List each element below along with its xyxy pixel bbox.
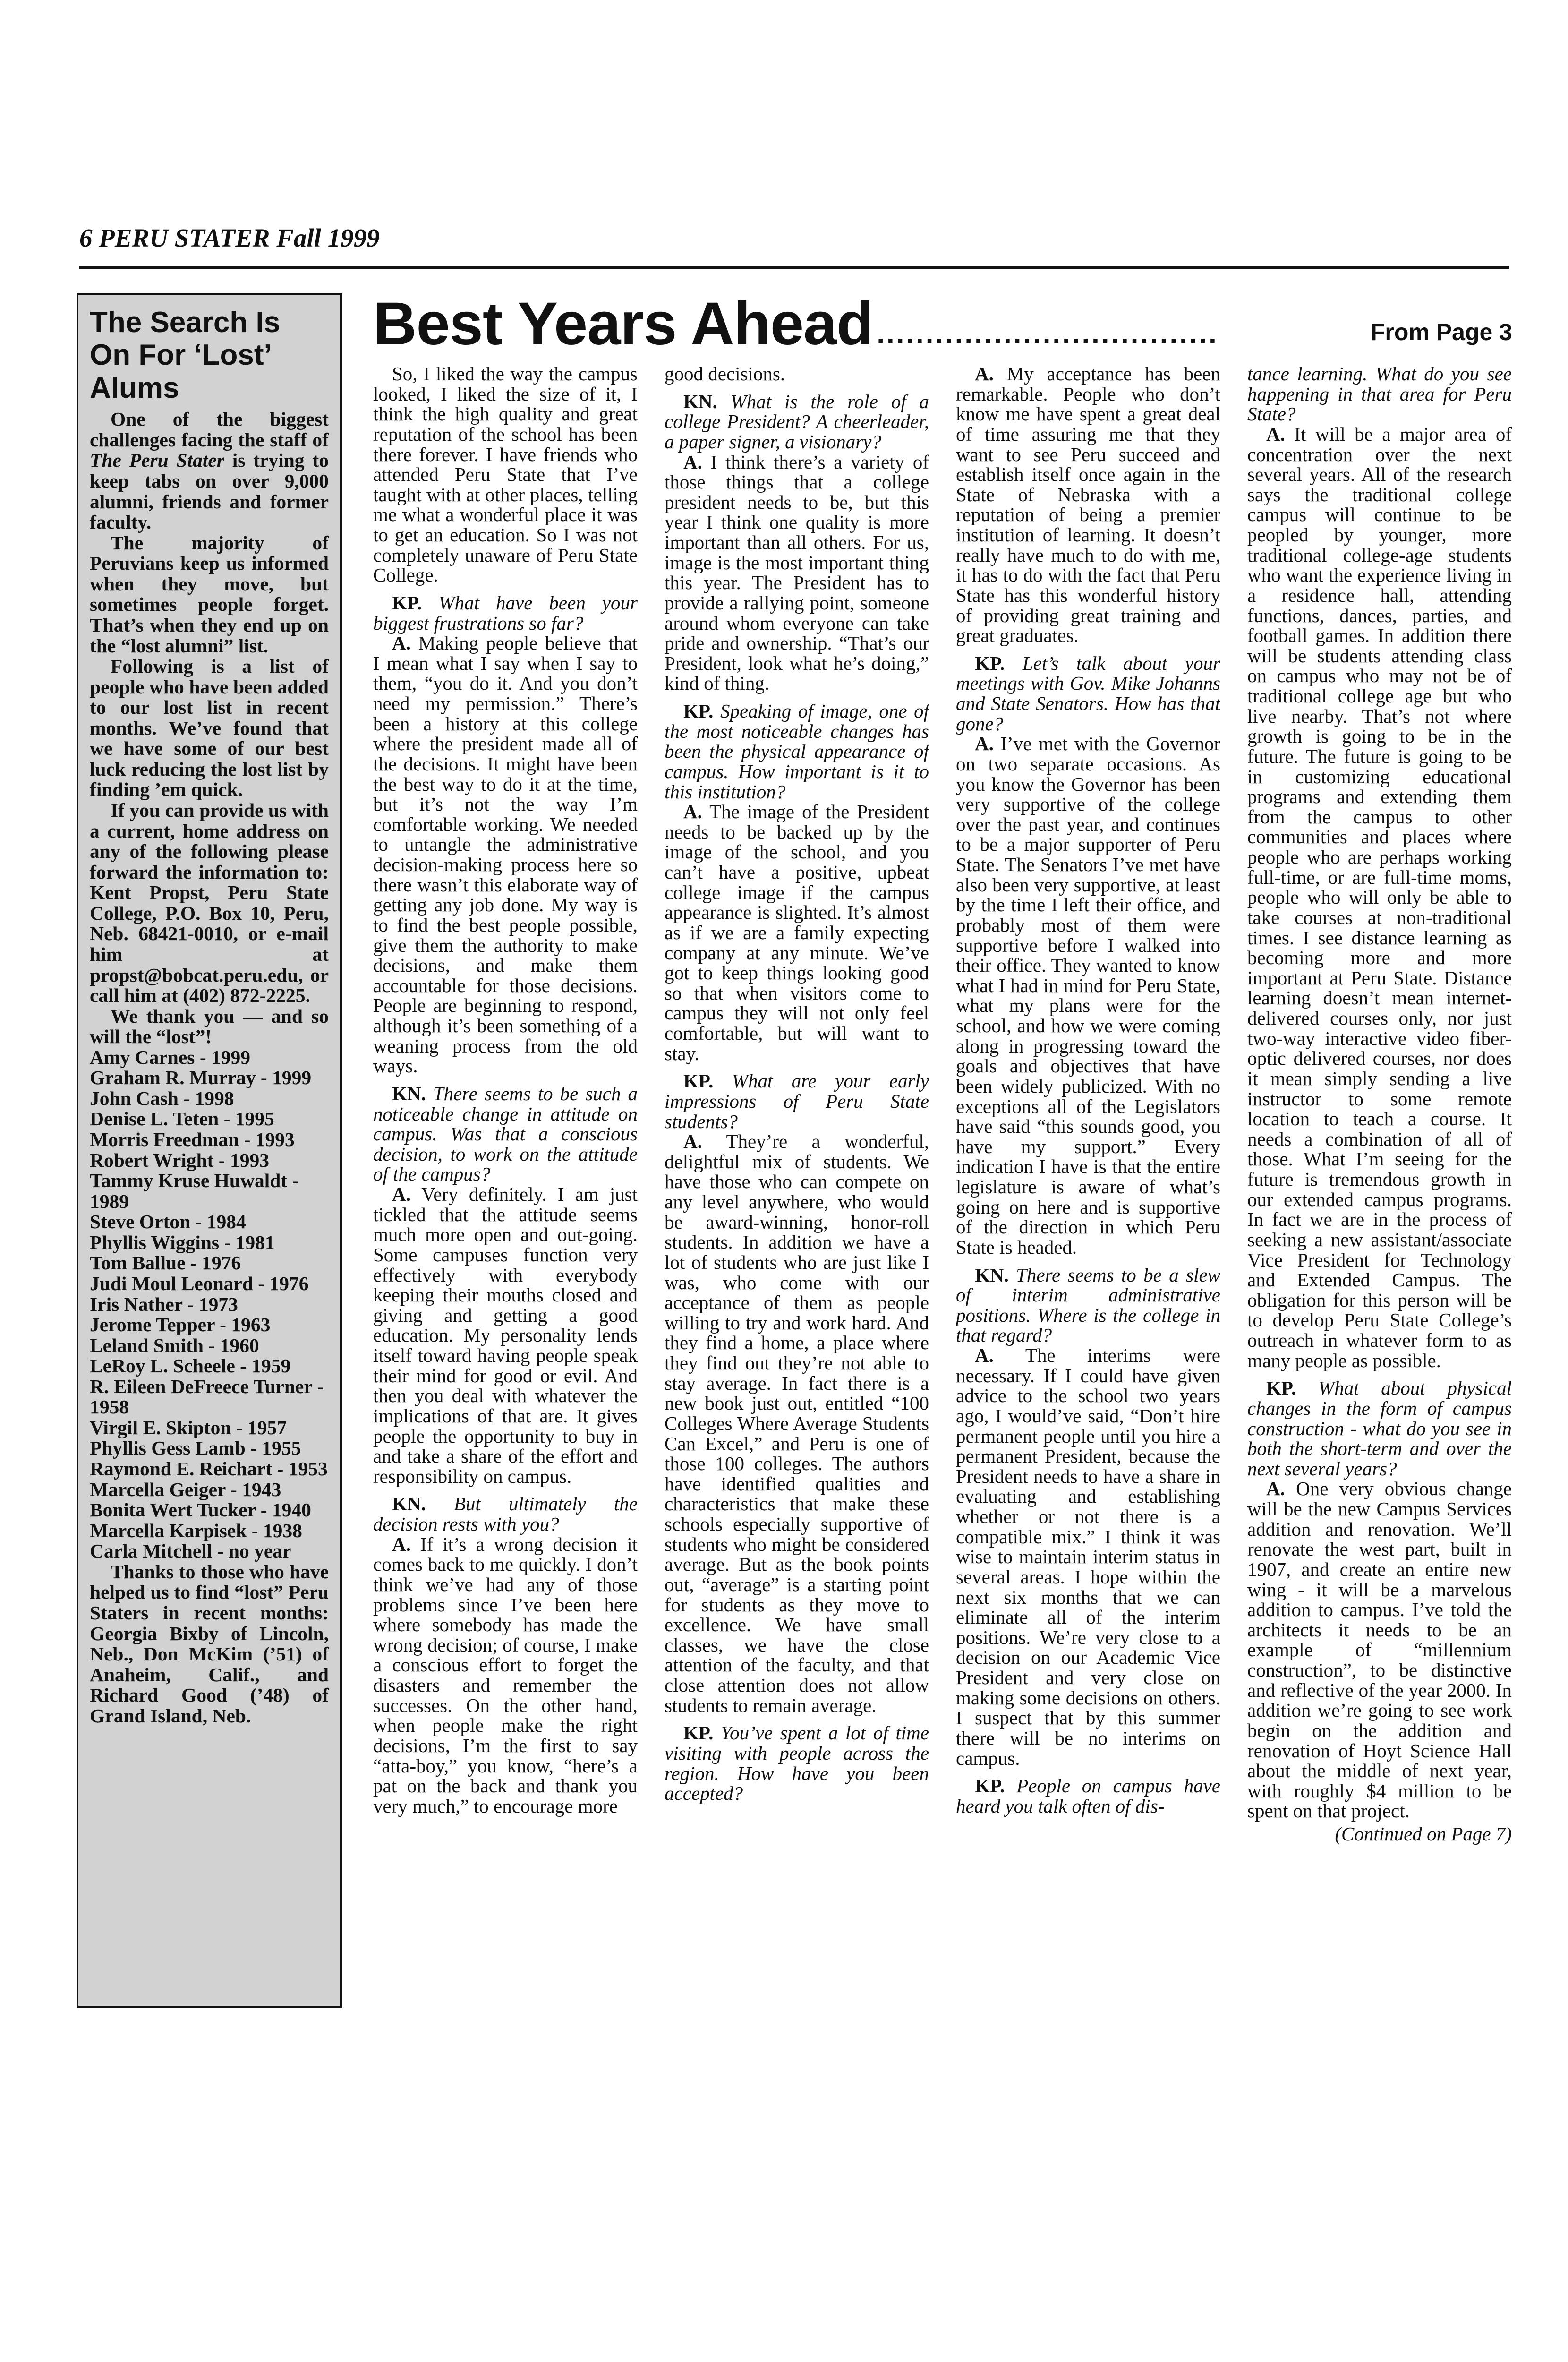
speaker: KN.	[683, 390, 717, 412]
question-text: There seems to be a slew of interim administrative positions. Where is the college in that regard?	[956, 1264, 1220, 1346]
answer	[1247, 1479, 1512, 1821]
speaker: KP.	[975, 652, 1005, 674]
question-text: What about physical changes in the form of campus construction - what do you see in both the short-term and over the next several years?	[1247, 1377, 1512, 1480]
sidebar-paragraph: Following is a list of people who have been added to our lost list in recent months. We’ve found that we have some of our best luck reducing the lost list by finding ’em quick.	[90, 655, 329, 801]
sidebar-closing: Thanks to those who have helped us to find “lost” Peru Staters in recent months: Georgia Bixby of Lincoln, Neb., Don McKim (’51) of Anaheim, Calif., and Richard Good (’48) of Grand Island, Neb.	[90, 1560, 329, 1727]
lost-alum-entry: Phyllis Gess Lamb - 1955	[90, 1437, 301, 1459]
speaker: A.	[1266, 1478, 1285, 1500]
lost-alum-entry: Carla Mitchell - no year	[90, 1540, 291, 1562]
question-text: What have been your biggest frustrations so far?	[373, 591, 638, 634]
question	[665, 1071, 929, 1131]
answer	[373, 633, 638, 1076]
lost-alum-entry: Virgil E. Skipton - 1957	[90, 1416, 287, 1438]
answer	[1247, 424, 1512, 1370]
sidebar-title: The Search Is On For ‘Lost’ Alums	[90, 306, 281, 404]
speaker: KP.	[683, 700, 714, 722]
answer-text: My acceptance has been remarkable. People who don’t know me have spent a great deal of time assuring me that they want to see Peru succeed and establish itself once again in the State of Nebraska with a reputation of being a premier institution of learning. It doesn’t really have much to do with me, it has to do with the fact that Peru State has this wonderful history of providing great training and great graduates.	[956, 364, 1220, 647]
lost-alum-entry: Amy Carnes - 1999	[90, 1046, 251, 1068]
sidebar-intro-paragraph	[90, 409, 329, 532]
speaker: KP.	[683, 1070, 714, 1092]
speaker: A.	[975, 1344, 994, 1366]
answer-text: Making people believe that I mean what I say when I say to them, “you do it. And you don’t need my permission.” There’s been a history at this college where the president made all of the decisions. It might have been the best way to do it at the time, but it’s not the way I’m comfortable working. We needed to untangle the administrative decision-making process here so there wasn’t this elaborate way of getting any job done. My way is to find the best people possible, give them the authority to make decisions, and make them accountable for those decisions. People are beginning to respond, although it’s been something of a weaning process from the old ways.	[373, 632, 638, 1077]
answer-text: I think there’s a variety of those things that a college president needs to be, but this year I think one quality is more important than all others. For us, image is the most important thing this year. The President has to provide a rallying point, someone around whom everyone can take pride and ownership. “That’s our President, look what he’s doing,” kind of thing.	[665, 451, 929, 694]
speaker: A.	[392, 1183, 411, 1205]
question-text: People on campus have heard you talk often of dis-	[956, 1775, 1220, 1817]
answer-text: They’re a wonderful, delightful mix of students. We have those who can compete on any level anywhere, who would be award-winning, honor-roll students. In addition we have a lot of students who are just like I was, who come with our acceptance of them as people willing to try and work hard. And they find a home, a place where they find out they’re not able to stay average. In fact there is a new book just out, entitled “100 Colleges Where Average Students Can Excel,” and Peru is one of those 100 colleges. The authors have identified qualities and characteristics that make these schools especially supportive of students who might be considered average. But as the book points out, “average” is a starting point for students as they move to excellence. We have small classes, we have the close attention of the faculty, and that close attention does not allow students to remain average.	[665, 1130, 929, 1716]
answer	[956, 1345, 1220, 1768]
lost-alum-entry: Judi Moul Leonard - 1976	[90, 1272, 309, 1294]
speaker: A.	[683, 1130, 702, 1153]
article-column-1	[373, 364, 638, 1989]
speaker: A.	[392, 632, 411, 654]
lost-alumni-list	[90, 1047, 329, 1562]
article-column-3	[956, 364, 1220, 1989]
speaker: A.	[683, 801, 702, 823]
lost-alum-entry: Jerome Tepper - 1963	[90, 1314, 271, 1336]
speaker: KN.	[975, 1264, 1009, 1286]
lost-alum-entry: LeRoy L. Scheele - 1959	[90, 1355, 291, 1377]
question	[956, 1776, 1220, 1816]
answer	[665, 1131, 929, 1715]
sidebar-contact-paragraph: If you can provide us with a current, home address on any of the following please forward the information to: Kent Propst, Peru State College, P.O. Box 10, Peru, Neb. 68421-0010, or e-mail him at propst@bobcat.peru.edu, or call him at (402) 872-2225.	[90, 799, 329, 1007]
lost-alum-entry: Denise L. Teten - 1995	[90, 1108, 274, 1130]
speaker: A.	[683, 451, 702, 473]
speaker: A.	[1266, 423, 1285, 445]
answer-text: The image of the President needs to be backed up by the image of the school, and you can’t have a positive, upbeat college image if the campus appearance is slighted. It’s almost as if we are a family expecting company at any minute. We’ve got to keep things looking good so that when visitors come to campus they will not only feel comfortable, but will want to stay.	[665, 801, 929, 1064]
speaker: KN.	[392, 1493, 426, 1515]
question-text: What are your early impressions of Peru State students?	[665, 1070, 929, 1132]
lost-alum-entry: Tammy Kruse Huwaldt - 1989	[90, 1170, 299, 1212]
page-header	[79, 225, 380, 251]
article-column-4	[1247, 364, 1512, 1989]
speaker: KP.	[683, 1722, 714, 1744]
speaker: KP.	[975, 1775, 1005, 1797]
lost-alum-entry: Leland Smith - 1960	[90, 1334, 259, 1356]
lost-alum-entry: Raymond E. Reichart - 1953	[90, 1458, 328, 1480]
question	[665, 701, 929, 802]
dot-leader: ...................................	[877, 319, 1219, 349]
question	[956, 653, 1220, 734]
lost-alums-sidebar	[77, 293, 342, 2008]
answer-text: I’ve met with the Governor on two separate occasions. As you know the Governor has been very supportive of the college over the past year, and continues to be a major supporter of Peru State. The Senators I’ve met have also been very supportive, at least by the time I left their office, and probably most of them were supportive before I walked into their office. They wanted to know what I had in mind for Peru State, what my plans were for the school, and how we were coming along in progressing toward the goals and objectives that have been widely publicized. With no exceptions all of the Legislators have said “this sounds good, you have my support.” Every indication I have is that the entire legislature is aware of what’s going on here and is supportive of the direction in which Peru State is headed.	[956, 733, 1220, 1258]
speaker: A.	[392, 1533, 411, 1555]
lost-alum-entry: Phyllis Wiggins - 1981	[90, 1231, 275, 1253]
answer	[665, 452, 929, 694]
publication-title: The Peru Stater	[90, 449, 224, 471]
lost-alum-entry: Marcella Geiger - 1943	[90, 1478, 281, 1500]
paragraph: So, I liked the way the campus looked, I liked the size of it, I think the high quality and great reputation of the school has been there forever. I have friends who attended Peru State that I’ve taught with at other places, telling me what a wonderful place it was to get an education. So I was not completely unaware of Peru State College.	[373, 364, 638, 586]
sidebar-paragraph: The majority of Peruvians keep us informed when they move, but sometimes people forget. That’s when they end up on the “lost alumni” list.	[90, 531, 329, 657]
sidebar-thanks: We thank you — and so will the “lost”!	[90, 1005, 329, 1048]
question-text: Let’s talk about your meetings with Gov. Mike Johanns and State Senators. How has that gone?	[956, 652, 1220, 735]
sidebar-text: One of the biggest challenges facing the staff of	[90, 408, 329, 451]
continued-on-label: (Continued on Page 7)	[1335, 1823, 1512, 1845]
lost-alum-entry: Robert Wright - 1993	[90, 1149, 270, 1171]
lost-alum-entry: Graham R. Murray - 1999	[90, 1067, 312, 1089]
question	[1247, 1378, 1512, 1479]
answer-text: One very obvious change will be the new Campus Services addition and renovation. We’ll renovate the west part, built in 1907, and create an entire new wing - it will be a marvelous addition to campus. I’ve told the architects it needs to be an example of “millennium construction”, to be distinctive and reflective of the year 2000. In addition we’re going to see work begin on the addition and renovation of Hoyt Science Hall about the middle of next year, with roughly $4 million to be spent on that project.	[1247, 1478, 1512, 1822]
question	[373, 1494, 638, 1534]
answer	[373, 1534, 638, 1816]
answer	[956, 734, 1220, 1257]
lost-alum-entry: Bonita Wert Tucker - 1940	[90, 1499, 311, 1521]
lost-alum-entry: Steve Orton - 1984	[90, 1211, 246, 1233]
lost-alum-entry: Marcella Karpisek - 1938	[90, 1519, 302, 1541]
lost-alum-entry: John Cash - 1998	[90, 1087, 234, 1109]
article-headline: Best Years Ahead	[373, 290, 873, 354]
question	[373, 1084, 638, 1184]
answer-text: If it’s a wrong decision it comes back to me quickly. I don’t think we’ve had any of those problems since I’ve been here where somebody has made the wrong decision; of course, I make a conscious effort to forget the disasters and remember the successes. On the other hand, when people make the right decisions, I’m the first to say “atta-boy,” you know, “here’s a pat on the back and thank you very much,” to encourage more	[373, 1533, 638, 1817]
answer	[665, 802, 929, 1063]
question-text: Speaking of image, one of the most noticeable changes has been the physical appearance of campus. How important is it to this institution?	[665, 700, 929, 803]
paragraph: good decisions.	[665, 364, 785, 385]
question	[665, 392, 929, 452]
question-text: There seems to be such a noticeable change in attitude on campus. Was that a conscious decision, to work on the attitude of the campus?	[373, 1082, 638, 1185]
answer	[956, 364, 1220, 646]
speaker: KP.	[1266, 1377, 1296, 1399]
answer-text: The interims were necessary. If I could have given advice to the school two years ago, I would’ve said, “Don’t hire permanent people until you hire a permanent President, because the President needs to have a share in evaluating and establishing whether or not there is a compatible mix.” I think it was wise to maintain interim status in several areas. I hope within the next six months that we can eliminate all of the interim positions. We’re very close to a decision on our Academic Vice President and very close on making some decisions on others. I suspect that by this summer there will be no interims on campus.	[956, 1344, 1220, 1769]
question	[665, 1723, 929, 1804]
header-rule	[79, 266, 1509, 269]
jump-from-label: From Page 3	[1370, 319, 1512, 345]
lost-alum-entry: Tom Ballue - 1976	[90, 1252, 241, 1274]
lost-alum-entry: Iris Nather - 1973	[90, 1293, 238, 1315]
question-text: But ultimately the decision rests with you?	[373, 1493, 638, 1535]
speaker: A.	[975, 364, 994, 385]
article-headline-row	[373, 283, 1512, 354]
answer-text: It will be a major area of concentration over the next several years. All of the research says the traditional college campus will continue to be peopled by younger, more traditional college-age students who want the experience living in a residence hall, attending functions, dances, parties, and football games. In addition there will be students attending class on campus who may not be of traditional college age but who live nearby. That’s not where growth is going to be in the future. The future is going to be in customizing educational programs and extending them from the campus to other communities and places where people who are perhaps working full-time, or are full-time moms, people who will only be able to take courses at non-traditional times. I see distance learning as becoming more and more important at Peru State. Distance learning doesn’t mean internet-delivered courses only, nor just two-way interactive video fiber-optic delivered courses, nor does it mean simply sending a live instructor to some remote location to teach a course. It needs a combination of all of those. What I’m seeing for the future is tremendous growth in our extended campus programs. In fact we are in the process of seeking a new assistant/associate Vice President for Technology and Extended Campus. The obligation for this person will be to develop Peru State College’s outreach in whatever form to as many people as possible.	[1247, 423, 1512, 1371]
answer	[373, 1184, 638, 1486]
lost-alum-entry: R. Eileen DeFreece Turner - 1958	[90, 1375, 324, 1418]
article-body	[373, 364, 1512, 1989]
question-continuation: tance learning. What do you see happening in that area for Peru State?	[1247, 364, 1512, 425]
sidebar-text: is trying to keep tabs on over 9,000 alumni, friends and former faculty.	[90, 449, 329, 533]
question	[956, 1265, 1220, 1346]
question-text: You’ve spent a lot of time visiting with people across the region. How have you been accepted?	[665, 1722, 929, 1805]
article-column-2	[665, 364, 929, 1989]
speaker: KN.	[392, 1082, 426, 1104]
question	[373, 593, 638, 633]
speaker: A.	[975, 733, 994, 755]
answer-text: Very definitely. I am just tickled that the attitude seems much more open and out-going. Some campuses function very effectively with everybody keeping their mouths closed and giving and getting a good education. My personality lends itself toward having people speak their mind for good or evil. And then you deal with whatever the implications of that are. It gives people the opportunity to buy in and take a share of the effort and responsibility on campus.	[373, 1183, 638, 1487]
folio-number: 6	[79, 223, 93, 252]
publication-name: PERU STATER Fall 1999	[99, 223, 380, 252]
speaker: KP.	[392, 591, 422, 614]
question-text: What is the role of a college President? A cheerleader, a paper signer, a visionary?	[665, 390, 929, 453]
lost-alum-entry: Morris Freedman - 1993	[90, 1129, 295, 1150]
